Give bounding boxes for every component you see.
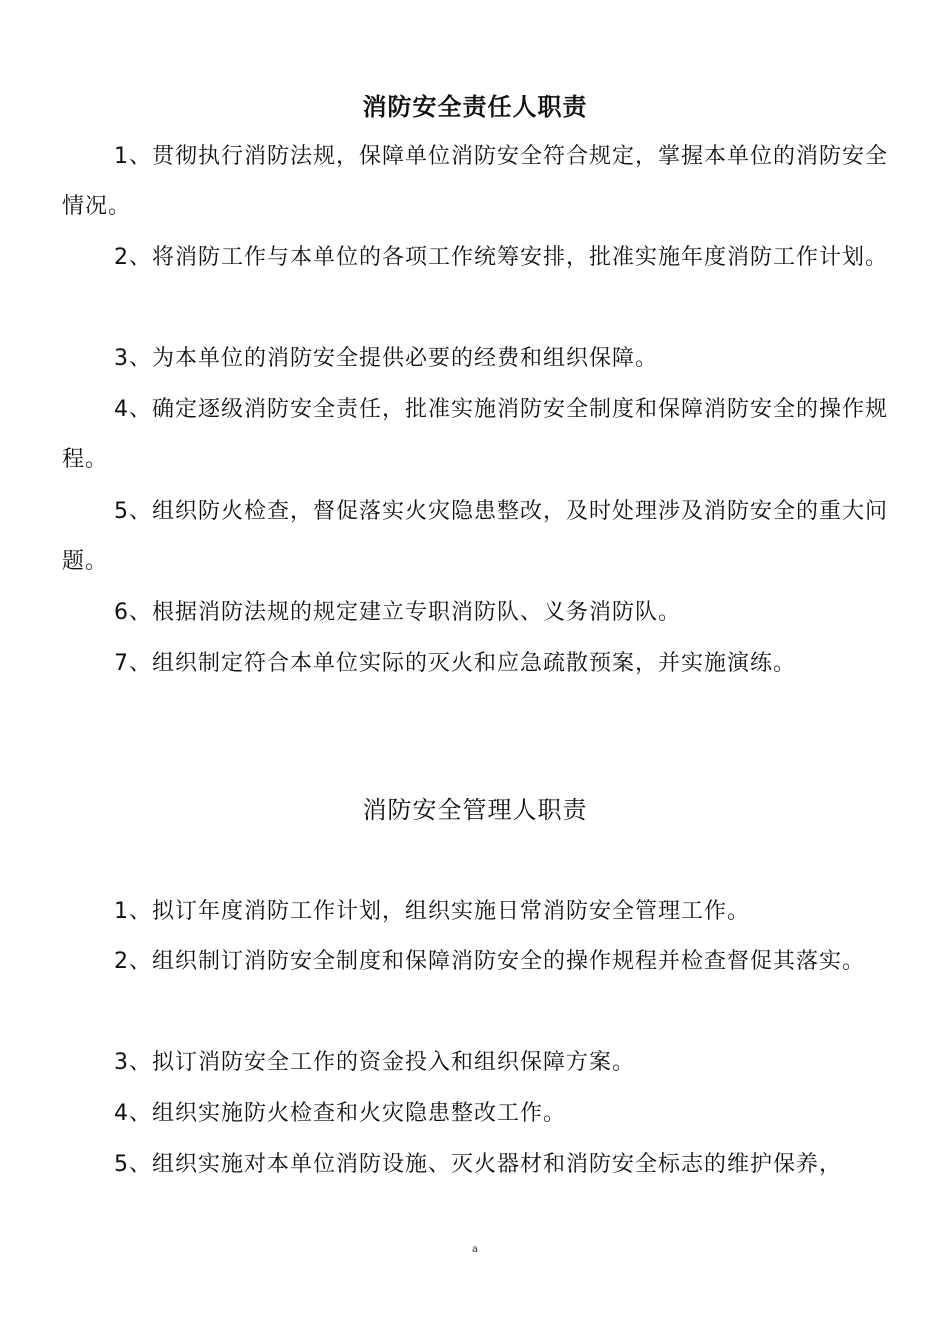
footer-mark: a [471, 1244, 479, 1255]
section2-item-2: 2、组织制订消防安全制度和保障消防安全的操作规程并检查督促其落实。 [114, 949, 865, 974]
section1-item-1: 1、贯彻执行消防法规，保障单位消防安全符合规定，掌握本单位的消防安全情况。 [62, 144, 888, 219]
section1-item-4: 4、确定逐级消防安全责任，批准实施消防安全制度和保障消防安全的操作规程。 [62, 397, 888, 472]
section2-item-5: 5、组织实施对本单位消防设施、灭火器材和消防安全标志的维护保养， [114, 1152, 842, 1177]
section1-item-6: 6、根据消防法规的规定建立专职消防队、义务消防队。 [114, 600, 681, 625]
section2-item-3: 3、拟订消防安全工作的资金投入和组织保障方案。 [114, 1050, 635, 1075]
section2-item-4: 4、组织实施防火检查和火灾隐患整改工作。 [114, 1101, 566, 1126]
section1-item-5: 5、组织防火检查，督促落实火灾隐患整改，及时处理涉及消防安全的重大问题。 [62, 499, 888, 574]
section1-item-3: 3、为本单位的消防安全提供必要的经费和组织保障。 [114, 346, 658, 371]
section1-title: 消防安全责任人职责 [362, 93, 588, 121]
section1-item-7: 7、组织制定符合本单位实际的灭火和应急疏散预案，并实施演练。 [114, 651, 796, 676]
section2-item-1: 1、拟订年度消防工作计划，组织实施日常消防安全管理工作。 [114, 899, 750, 924]
section2-title: 消防安全管理人职责 [362, 796, 588, 824]
section1-item-2: 2、将消防工作与本单位的各项工作统筹安排，批准实施年度消防工作计划。 [114, 245, 888, 270]
